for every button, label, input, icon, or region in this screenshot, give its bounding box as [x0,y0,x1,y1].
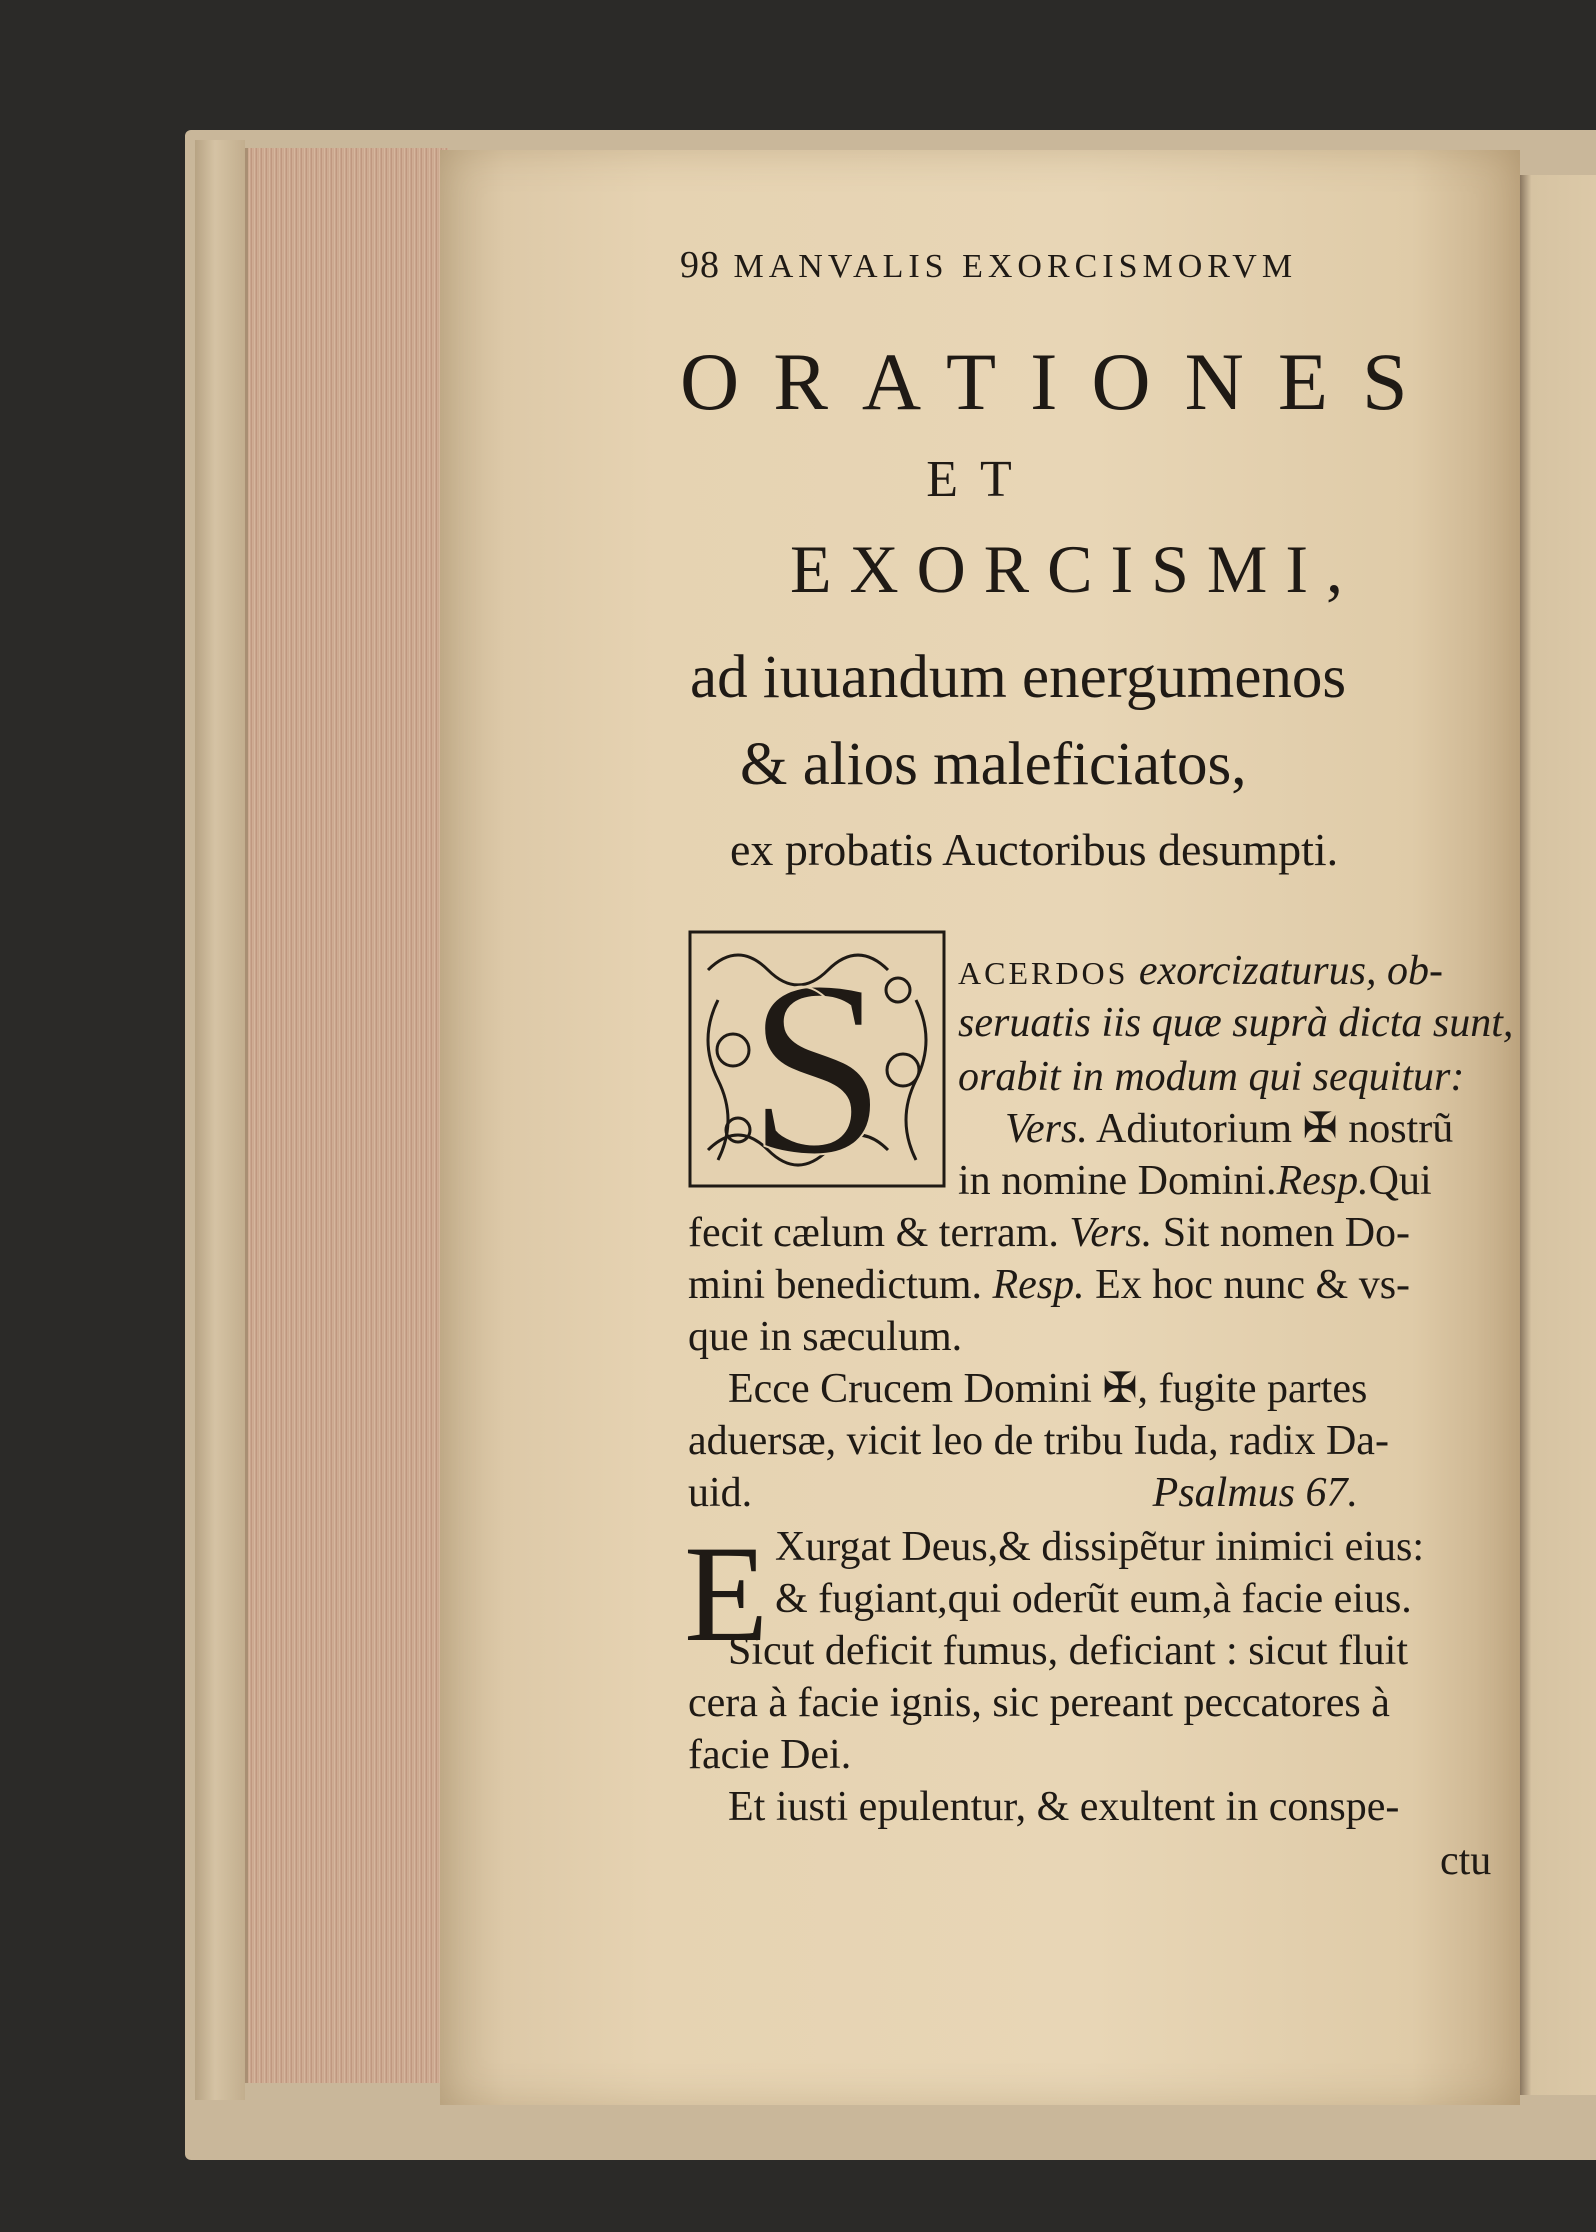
subtitle-line-2: & alios maleficiatos, [740,731,1247,798]
catchword: ctu [1440,1838,1492,1884]
text-line-12: Xurgat Deus,& dissipẽtur inimici eius: [775,1524,1424,1570]
text-line-17: Et iusti epulentur, & exultent in conspe- [728,1784,1400,1830]
running-header [680,243,1480,287]
page-block-edge [245,148,448,2083]
line-text: fecit cælum & terram. [688,1210,1059,1256]
line-text: uid. [688,1470,753,1516]
svg-text:S: S [747,930,887,1188]
page-number: 98 [680,244,720,286]
subtitle-line-1: ad iuuandum energumenos [690,644,1347,711]
text-line-11 [688,1472,1358,1514]
line-text-end: Ex hoc nunc & vs- [1095,1262,1411,1308]
text-line-15: cera à facie ignis, sic pereant peccatores à [688,1680,1390,1726]
psalm-heading: Psalmus 67. [1152,1470,1359,1516]
response-marker: Resp. [992,1262,1085,1308]
book-cover-edge [195,140,245,2100]
line-text: in nomine Domini. [958,1158,1277,1204]
text-line-1 [958,950,1443,992]
text-line-13: & fugiant,qui oderũt eum,à facie eius. [775,1576,1412,1622]
text-line-10: aduersæ, vicit leo de tribu Iuda, radix Da- [688,1418,1389,1464]
italic-text: exorcizaturus, ob- [1138,948,1443,994]
versicle-marker: Vers. [1005,1106,1088,1152]
text-line-3: orabit in modum qui sequitur: [958,1054,1465,1100]
text-line-5 [958,1160,1432,1202]
line-text: Adiutorium ✠ nostrũ [1096,1106,1454,1152]
small-caps-word: ACERDOS [958,955,1129,991]
response-marker: Resp. [1276,1158,1369,1204]
text-line-7 [688,1264,1410,1306]
running-title: MANVALIS EXORCISMORVM [733,248,1298,285]
text-line-6 [688,1212,1410,1254]
line-text: mini benedictum. [688,1262,982,1308]
text-line-16: facie Dei. [688,1732,852,1778]
line-text-end: Sit nomen Do- [1162,1210,1411,1256]
title-line-1: ORATIONES [680,336,1442,427]
text-line-8: que in sæculum. [688,1314,963,1360]
line-text-end: Qui [1368,1158,1432,1204]
psalm-initial-e: E [684,1517,769,1670]
ornamental-initial-s-icon [688,930,946,1188]
text-line-9: Ecce Crucem Domini ✠, fugite partes [728,1366,1368,1412]
title-line-3: EXORCISMI, [790,531,1362,607]
text-line-4 [1005,1108,1453,1150]
subtitle-line-3: ex probatis Auctoribus desumpti. [730,824,1339,875]
text-line-2: seruatis iis quæ suprà dicta sunt, [958,1000,1514,1046]
text-line-14: Sicut deficit fumus, deficiant : sicut fluit [728,1628,1409,1674]
title-line-2: ET [926,451,1034,508]
versicle-marker: Vers. [1069,1210,1153,1256]
facing-page-edge [1520,175,1596,2095]
